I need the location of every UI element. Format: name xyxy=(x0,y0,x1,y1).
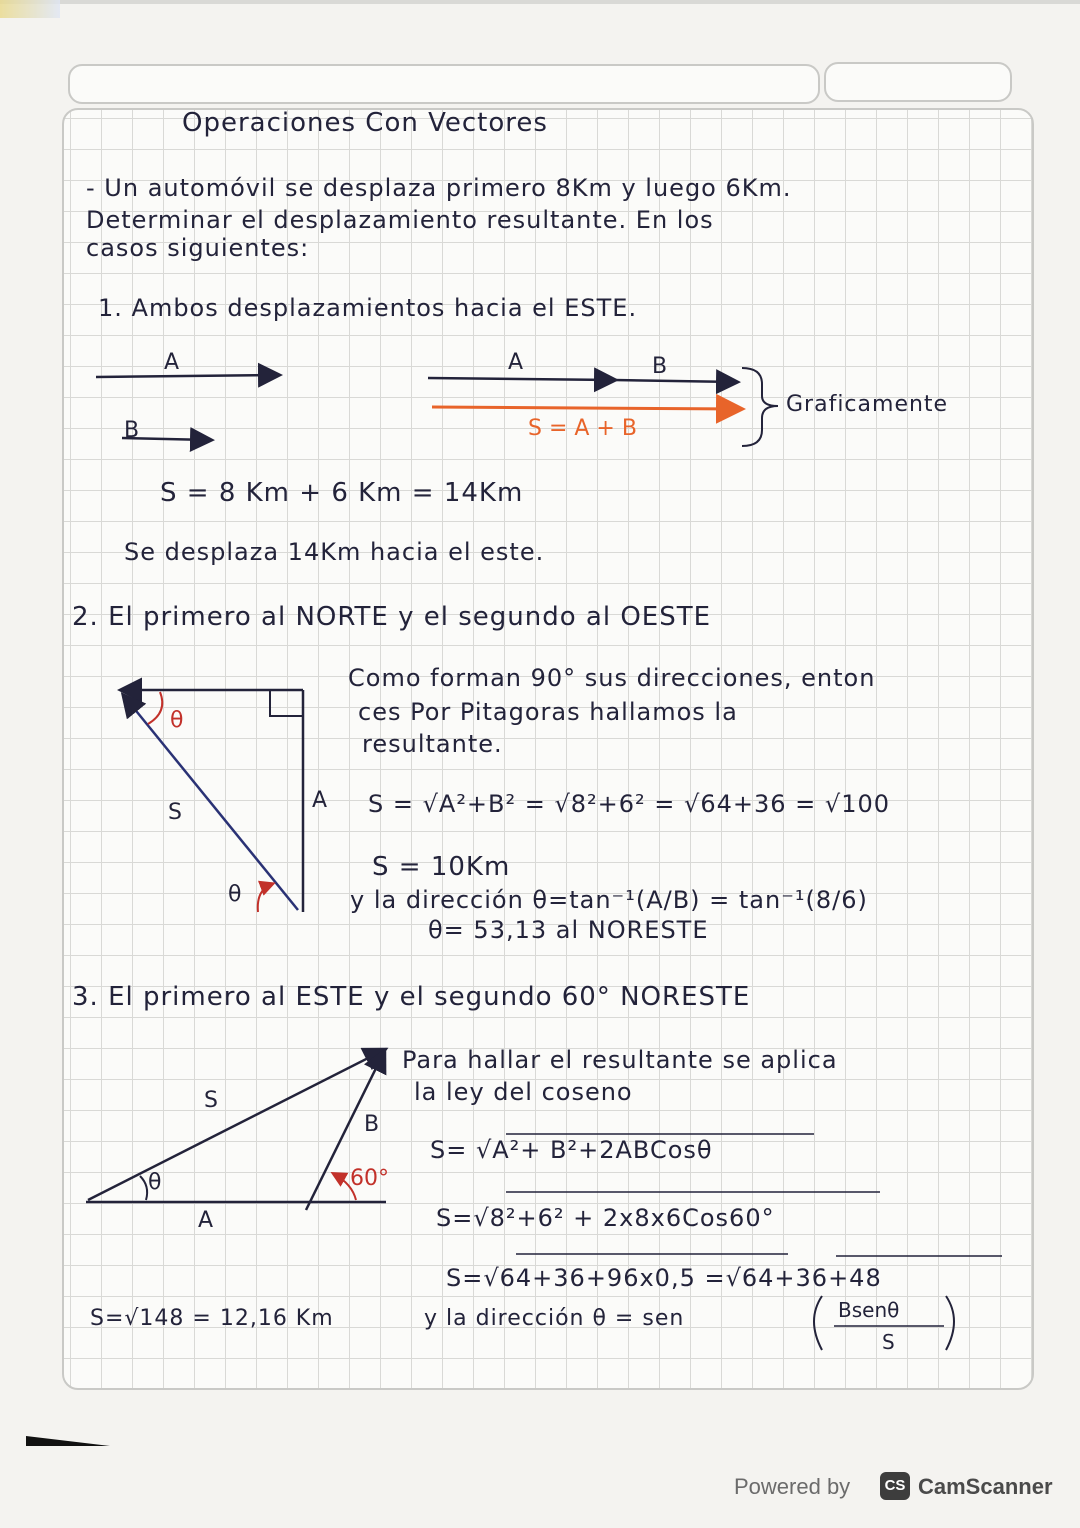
vector-a-label-3: A xyxy=(198,1208,214,1233)
fraction-denominator: S xyxy=(882,1330,895,1354)
case1-conclusion: Se desplaza 14Km hacia el este. xyxy=(124,538,545,566)
case3-eq-3: S=√64+36+96x0,5 =√64+36+48 xyxy=(446,1264,882,1292)
vector-b-label-3: B xyxy=(364,1112,380,1137)
case3-eq-2: S=√8²+6² + 2x8x6Cos60° xyxy=(436,1204,775,1232)
resultant-s-label: S xyxy=(168,800,182,825)
problem-line-2: Determinar el desplazamiento resultante. En los xyxy=(86,206,714,234)
theta-label-3: θ xyxy=(148,1170,162,1195)
sum-label: S = A + B xyxy=(528,416,637,441)
problem-line-3: casos siguientes: xyxy=(86,234,310,262)
vector-b-label: B xyxy=(124,418,140,443)
paren-right xyxy=(946,1296,954,1350)
theta-arc-3 xyxy=(140,1176,147,1200)
case2-heading: 2. El primero al NORTE y el segundo al OESTE xyxy=(72,602,712,632)
graph-label: Graficamente xyxy=(786,392,949,417)
camscanner-logo-icon: CS xyxy=(880,1472,910,1500)
case3-eq-4: S=√148 = 12,16 Km xyxy=(90,1306,334,1331)
theta-arc-bottom xyxy=(258,884,272,912)
case2-explain-1: Como forman 90° sus direcciones, enton xyxy=(348,664,876,692)
case2-eq-4: θ= 53,13 al NORESTE xyxy=(428,916,709,944)
fraction-numerator: Bsenθ xyxy=(838,1298,900,1322)
case3-explain-1: Para hallar el resultante se aplica xyxy=(402,1046,838,1074)
vector-b-chain-arrow xyxy=(614,380,736,382)
case1-heading: 1. Ambos desplazamientos hacia el ESTE. xyxy=(98,294,638,322)
vector-a-chain-label: A xyxy=(508,350,524,375)
paren-left xyxy=(814,1296,822,1350)
case1-equation: S = 8 Km + 6 Km = 14Km xyxy=(160,478,524,508)
page-title: Operaciones Con Vectores xyxy=(182,108,548,138)
powered-by-text: Powered by xyxy=(734,1474,851,1499)
problem-line-1: - Un automóvil se desplaza primero 8Km y luego 6Km. xyxy=(86,174,792,202)
vector-a-label: A xyxy=(164,350,180,375)
theta-label-top: θ xyxy=(170,708,184,733)
resultant-s-label-3: S xyxy=(204,1088,218,1113)
brace xyxy=(742,368,778,446)
case3-heading: 3. El primero al ESTE y el segundo 60° NORESTE xyxy=(72,982,751,1012)
vector-a-arrow xyxy=(96,375,278,377)
resultant-s-arrow xyxy=(124,696,298,910)
theta-arc-top xyxy=(148,692,162,724)
camscanner-brand: CamScanner xyxy=(918,1474,1053,1499)
vector-b-chain-label: B xyxy=(652,354,668,379)
vertical-a-label: A xyxy=(312,788,328,813)
case2-explain-3: resultante. xyxy=(362,730,503,758)
case2-eq-2: S = 10Km xyxy=(372,852,511,882)
case2-explain-2: ces Por Pitagoras hallamos la xyxy=(358,698,738,726)
case2-eq-1: S = √A²+B² = √8²+6² = √64+36 = √100 xyxy=(368,790,890,818)
case3-eq-1: S= √A²+ B²+2ABCosθ xyxy=(430,1136,713,1164)
case3-eq-5: y la dirección θ = sen xyxy=(424,1306,685,1331)
right-angle-mark xyxy=(270,690,303,716)
bottom-edge xyxy=(26,1436,110,1446)
case3-explain-2: la ley del coseno xyxy=(414,1078,633,1106)
vector-s-sum-arrow xyxy=(432,407,740,409)
vector-a-chain-arrow xyxy=(428,378,614,380)
theta-label-bottom: θ xyxy=(228,882,242,907)
angle-60-label: 60° xyxy=(350,1166,389,1191)
case2-eq-3: y la dirección θ=tan⁻¹(A/B) = tan⁻¹(8/6) xyxy=(350,886,868,914)
